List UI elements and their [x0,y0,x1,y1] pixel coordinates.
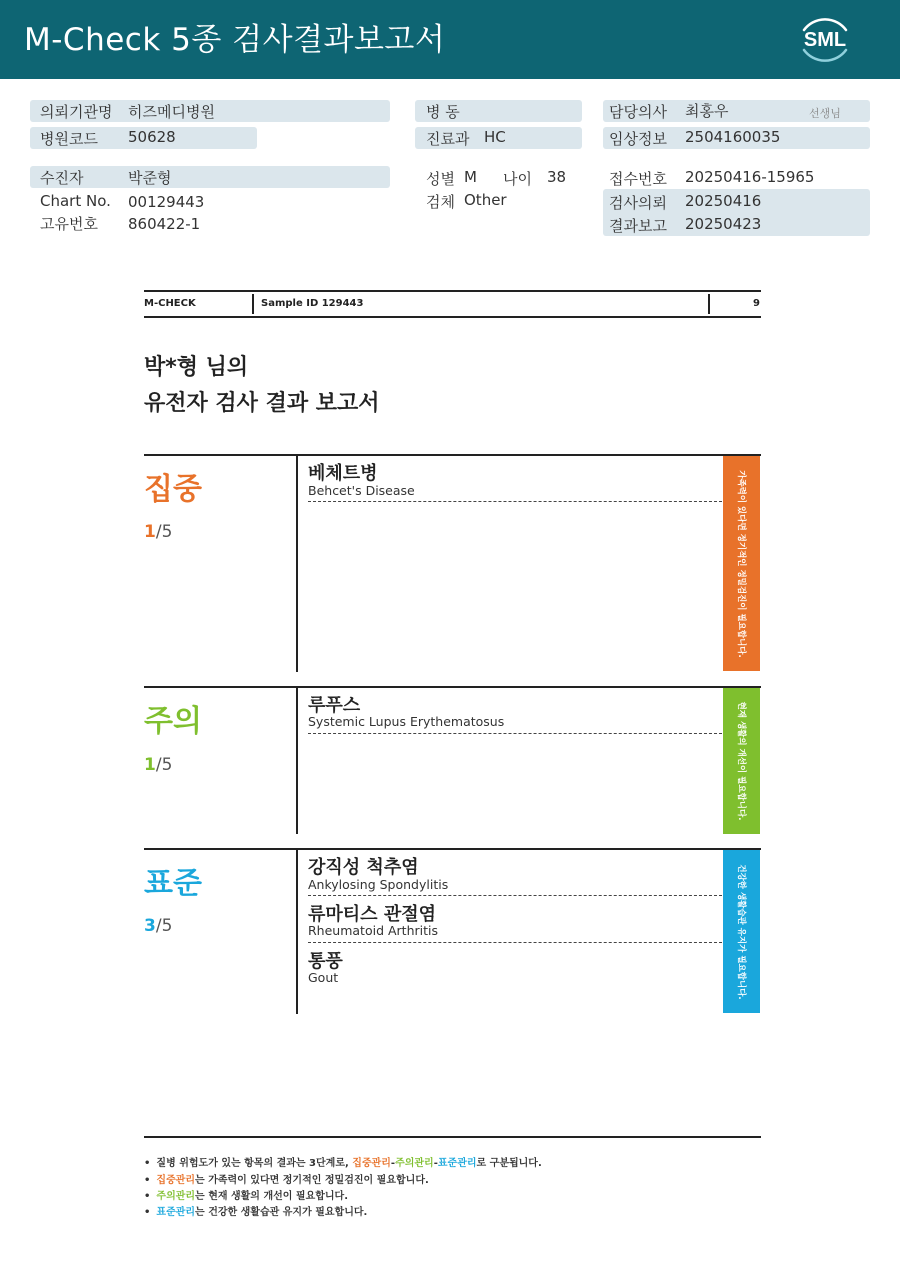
standard-count-number: 3 [144,916,156,936]
note-text: 는 가족력이 있다면 정기적인 정밀검진이 필요합니다. [195,1175,429,1186]
focus-section-count [144,522,172,542]
department-label: 진료과 [426,130,470,148]
divider [708,294,710,314]
disease-name-ko: 루푸스 [308,695,361,716]
standard-side-bar [723,850,760,1013]
footnote-rule [144,1136,761,1138]
page-number: 9 [753,298,760,309]
report-title: M-Check 5종 검사결과보고서 [24,22,446,58]
standard-section-title: 표준 [144,866,202,901]
logo-text: SML [803,29,847,51]
requesting-institution-label: 의뢰기관명 [40,103,113,121]
disease-name-ko: 강직성 척추염 [308,857,419,878]
report-top-rule [144,290,761,292]
focus-side-bar [723,456,760,671]
patient-value: 박준형 [128,169,172,187]
specimen-value: Other [464,191,507,209]
doctor-suffix: 선생님 [809,107,841,120]
sex-label: 성별 [426,170,455,188]
result-report-label: 결과보고 [609,217,667,235]
sml-logo [794,12,856,68]
patient-label: 수진자 [40,169,84,187]
caution-side-bar [723,688,760,834]
receipt-no-label: 접수번호 [609,170,667,188]
disease-name-ko: 류마티스 관절염 [308,904,436,925]
caution-side-text: 현재 생활의 개선이 필요합니다. [735,701,746,821]
dashed-divider [308,895,722,896]
caution-section-count [144,755,172,775]
note-focus-term: 집중관리 [352,1158,391,1169]
section-rule [144,454,761,456]
dashed-divider [308,942,722,943]
department-value: HC [484,128,506,146]
note-text: 질병 위험도가 있는 항목의 결과는 3단계로, [156,1158,353,1169]
caution-count-total: /5 [155,755,173,775]
doctor-label: 담당의사 [609,103,667,121]
dashed-divider [308,501,722,502]
disease-name-ko: 베체트병 [308,463,378,484]
note-text: 로 구분됩니다. [476,1158,542,1169]
disease-name-ko: 통풍 [308,951,343,972]
hospital-code-value: 50628 [128,128,176,146]
report-header [0,0,900,79]
receipt-no-value: 20250416-15965 [685,168,815,186]
test-request-value: 20250416 [685,192,762,210]
note-dash: - [433,1158,438,1169]
disease-name-en: Ankylosing Spondylitis [308,877,449,892]
greeting-line-2: 유전자 검사 결과 보고서 [144,391,380,416]
disease-name-en: Rheumatoid Arthritis [308,923,438,938]
note-caution-term: 주의관리 [156,1191,196,1202]
greeting-line-1: 박*형 님의 [144,355,249,380]
chart-no-label: Chart No. [40,192,111,210]
note-standard-term: 표준관리 [156,1207,196,1218]
caution-section-title: 주의 [144,704,202,739]
focus-section-title: 집중 [144,472,202,507]
age-label: 나이 [503,170,532,188]
result-report-value: 20250423 [685,215,762,233]
info-row-bg [30,166,390,188]
footnote-3: • 주의관리는 현재 생활의 개선이 필요합니다. [144,1191,349,1202]
report-brand: M-CHECK [144,298,196,309]
unique-no-value: 860422-1 [128,215,201,233]
test-request-label: 검사의뢰 [609,194,667,212]
chart-no-value: 00129443 [128,193,205,211]
report-greeting [144,350,380,422]
clinical-info-label: 임상정보 [609,130,667,148]
section-divider [296,848,298,1014]
standard-section-count [144,916,172,936]
note-focus-term: 집중관리 [156,1175,196,1186]
report-header-rule [144,316,761,318]
clinical-info-value: 2504160035 [685,128,781,146]
note-text: 는 현재 생활의 개선이 필요합니다. [195,1191,349,1202]
standard-count-total: /5 [155,916,173,936]
divider [252,294,254,314]
caution-count-number: 1 [144,755,156,775]
dashed-divider [308,733,722,734]
note-caution-term: 주의관리 [395,1158,434,1169]
specimen-label: 검체 [426,193,455,211]
section-rule [144,686,761,688]
hospital-code-label: 병원코드 [40,130,98,148]
focus-side-text: 가족력이 있다면 정기적인 정밀검진이 필요합니다. [735,469,746,658]
doctor-value: 최홍우 [685,102,729,120]
footnote-4: • 표준관리는 건강한 생활습관 유지가 필요합니다. [144,1207,368,1218]
age-value: 38 [547,168,567,186]
disease-name-en: Gout [308,970,339,985]
requesting-institution-value: 히즈메디병원 [128,103,215,121]
note-dash: - [390,1158,396,1169]
disease-name-en: Systemic Lupus Erythematosus [308,714,505,729]
footnote-2: • 집중관리는 가족력이 있다면 정기적인 정밀검진이 필요합니다. [144,1175,429,1186]
note-text: 는 건강한 생활습관 유지가 필요합니다. [195,1207,368,1218]
sample-id: Sample ID 129443 [261,298,364,309]
unique-no-label: 고유번호 [40,215,98,233]
section-rule [144,848,761,850]
section-divider [296,686,298,834]
section-divider [296,454,298,672]
footnote-1: • 질병 위험도가 있는 항목의 결과는 3단계로, 집중관리-주의관리-표준관리로 구분됩니다. [144,1158,542,1169]
focus-count-total: /5 [155,522,173,542]
note-standard-term: 표준관리 [437,1158,477,1169]
standard-side-text: 건강한 생활습관 유지가 필요합니다. [735,863,746,1000]
ward-label: 병 동 [426,103,460,121]
focus-count-number: 1 [144,522,156,542]
sex-value: M [464,168,477,186]
disease-name-en: Behcet's Disease [308,483,415,498]
